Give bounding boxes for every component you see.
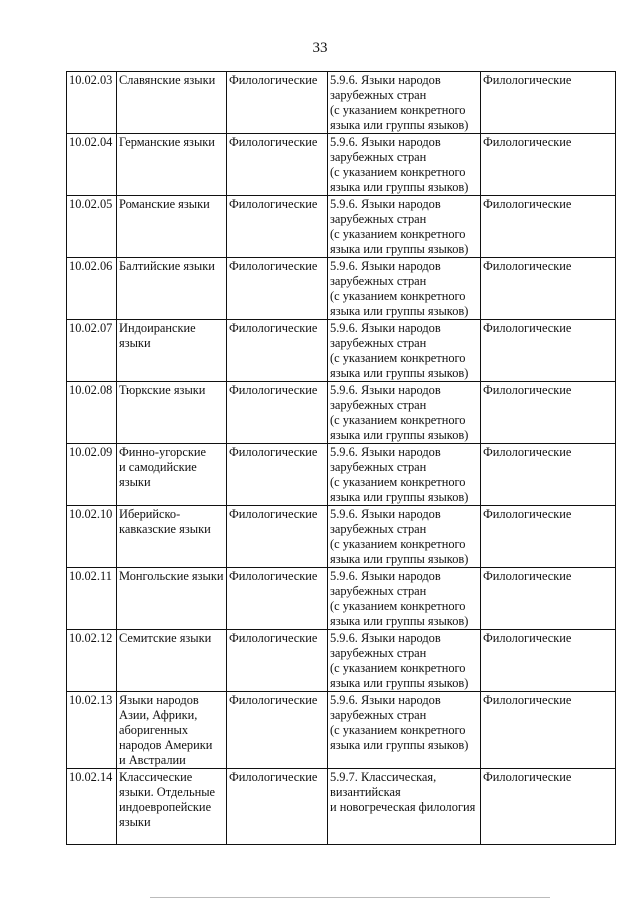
table-row [67, 196, 616, 258]
science-branch-cell: Филологические [227, 320, 328, 382]
page-number: 33 [312, 40, 328, 56]
specialty-code-cell: 10.02.04 [67, 134, 117, 196]
science-branch-cell: Филологические [227, 196, 328, 258]
new-specialty-cell: 5.9.6. Языки народов зарубежных стран (с указанием конкретного языка или группы языков) [328, 444, 481, 506]
new-specialty-cell: 5.9.6. Языки народов зарубежных стран (с указанием конкретного языка или группы языков) [328, 258, 481, 320]
science-branch-cell: Филологические [227, 692, 328, 769]
new-science-branch-cell: Филологические [481, 72, 616, 134]
specialty-name-cell: Финно-угорские и самодийские языки [117, 444, 227, 506]
science-branch-cell: Филологические [227, 506, 328, 568]
table-row [67, 769, 616, 845]
specialty-name-cell: Иберийско- кавказские языки [117, 506, 227, 568]
specialty-table [66, 71, 616, 845]
science-branch-cell: Филологические [227, 630, 328, 692]
specialty-code-cell: 10.02.06 [67, 258, 117, 320]
specialty-name-cell: Тюркские языки [117, 382, 227, 444]
table-row [67, 320, 616, 382]
new-science-branch-cell: Филологические [481, 692, 616, 769]
specialty-code-cell: 10.02.11 [67, 568, 117, 630]
new-science-branch-cell: Филологические [481, 630, 616, 692]
new-science-branch-cell: Филологические [481, 134, 616, 196]
specialty-code-cell: 10.02.05 [67, 196, 117, 258]
new-science-branch-cell: Филологические [481, 769, 616, 845]
specialty-name-cell: Семитские языки [117, 630, 227, 692]
new-science-branch-cell: Филологические [481, 444, 616, 506]
specialty-code-cell: 10.02.10 [67, 506, 117, 568]
new-specialty-cell: 5.9.6. Языки народов зарубежных стран (с указанием конкретного языка или группы языков) [328, 630, 481, 692]
specialty-name-cell: Монгольские языки [117, 568, 227, 630]
table-row [67, 72, 616, 134]
specialty-code-cell: 10.02.08 [67, 382, 117, 444]
new-specialty-cell: 5.9.6. Языки народов зарубежных стран (с указанием конкретного языка или группы языков) [328, 196, 481, 258]
science-branch-cell: Филологические [227, 769, 328, 845]
specialty-code-cell: 10.02.14 [67, 769, 117, 845]
new-specialty-cell: 5.9.6. Языки народов зарубежных стран (с указанием конкретного языка или группы языков) [328, 134, 481, 196]
specialty-name-cell: Языки народов Азии, Африки, аборигенных народов Америки и Австралии [117, 692, 227, 769]
specialty-code-cell: 10.02.12 [67, 630, 117, 692]
table-row [67, 692, 616, 769]
new-science-branch-cell: Филологические [481, 320, 616, 382]
table-row [67, 444, 616, 506]
new-science-branch-cell: Филологические [481, 568, 616, 630]
new-specialty-cell: 5.9.6. Языки народов зарубежных стран (с указанием конкретного языка или группы языков) [328, 568, 481, 630]
scan-bottom-edge [150, 897, 550, 898]
science-branch-cell: Филологические [227, 568, 328, 630]
specialty-name-cell: Индоиранские языки [117, 320, 227, 382]
table-row [67, 506, 616, 568]
table-body [67, 72, 616, 845]
specialty-name-cell: Романские языки [117, 196, 227, 258]
table-row [67, 382, 616, 444]
new-specialty-cell: 5.9.6. Языки народов зарубежных стран (с указанием конкретного языка или группы языков) [328, 506, 481, 568]
specialty-name-cell: Германские языки [117, 134, 227, 196]
new-specialty-cell: 5.9.6. Языки народов зарубежных стран (с указанием конкретного языка или группы языков) [328, 72, 481, 134]
specialty-code-cell: 10.02.13 [67, 692, 117, 769]
new-specialty-cell: 5.9.6. Языки народов зарубежных стран (с указанием конкретного языка или группы языков) [328, 320, 481, 382]
science-branch-cell: Филологические [227, 258, 328, 320]
table-row [67, 134, 616, 196]
specialty-code-cell: 10.02.03 [67, 72, 117, 134]
table-row [67, 568, 616, 630]
new-science-branch-cell: Филологические [481, 258, 616, 320]
table-row [67, 258, 616, 320]
new-science-branch-cell: Филологические [481, 382, 616, 444]
new-science-branch-cell: Филологические [481, 196, 616, 258]
specialty-code-cell: 10.02.07 [67, 320, 117, 382]
table-row [67, 630, 616, 692]
new-science-branch-cell: Филологические [481, 506, 616, 568]
science-branch-cell: Филологические [227, 382, 328, 444]
specialty-name-cell: Славянские языки [117, 72, 227, 134]
specialty-name-cell: Классические языки. Отдельные индоевропейские языки [117, 769, 227, 845]
new-specialty-cell: 5.9.7. Классическая, византийская и новогреческая филология [328, 769, 481, 845]
science-branch-cell: Филологические [227, 72, 328, 134]
specialty-name-cell: Балтийские языки [117, 258, 227, 320]
new-specialty-cell: 5.9.6. Языки народов зарубежных стран (с указанием конкретного языка или группы языков) [328, 692, 481, 769]
new-specialty-cell: 5.9.6. Языки народов зарубежных стран (с указанием конкретного языка или группы языков) [328, 382, 481, 444]
science-branch-cell: Филологические [227, 134, 328, 196]
science-branch-cell: Филологические [227, 444, 328, 506]
specialty-code-cell: 10.02.09 [67, 444, 117, 506]
